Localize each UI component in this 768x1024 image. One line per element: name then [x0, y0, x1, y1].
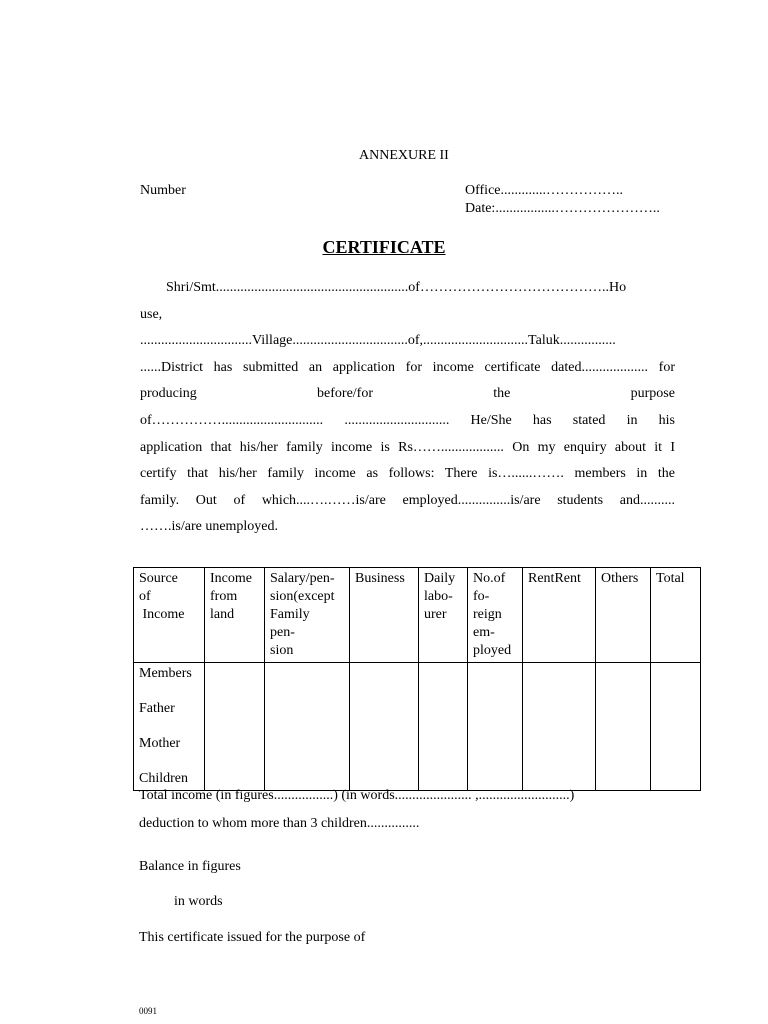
header-line: from	[210, 589, 238, 604]
header-line: pen-	[270, 625, 295, 640]
body-line-1: Shri/Smt.......................................................of…………………………………..Ho	[166, 280, 627, 295]
header-line: labo-	[424, 589, 453, 604]
header-line: sion(except	[270, 589, 335, 604]
body-line-2: use,	[140, 306, 163, 322]
member-children: Children	[139, 771, 188, 786]
header-business	[350, 568, 419, 663]
number-label: Number	[140, 183, 186, 198]
word-before-for: before/for	[317, 386, 373, 402]
header-line: em-	[473, 625, 495, 640]
body-line-4: ......District has submitted an application for income certificate dated................... for	[140, 359, 675, 375]
table-cell[interactable]	[468, 663, 523, 791]
table-cell[interactable]	[596, 663, 651, 791]
member-father: Father	[139, 701, 175, 716]
header-line: reign	[473, 607, 502, 622]
header-foreign-employed	[468, 568, 523, 663]
office-field: Office.............……………..	[465, 183, 623, 198]
header-source-of-income	[134, 568, 205, 663]
header-line: of	[139, 589, 151, 604]
table-cell[interactable]	[350, 663, 419, 791]
body-line-6: of……………............................. .............................. He/She has stated in his	[140, 412, 675, 428]
date-field: Date:.................…………………..	[465, 201, 660, 216]
table-cell[interactable]	[523, 663, 596, 791]
header-total	[651, 568, 701, 663]
header-line: Others	[601, 571, 639, 586]
word-the: the	[493, 386, 511, 402]
income-table	[133, 567, 701, 791]
header-daily-labourer	[419, 568, 468, 663]
table-header-row	[134, 568, 701, 663]
header-line: urer	[424, 607, 447, 622]
table-cell[interactable]	[651, 663, 701, 791]
member-label: Members	[139, 666, 192, 681]
balance-in-figures: Balance in figures	[139, 859, 241, 874]
table-cell[interactable]	[419, 663, 468, 791]
header-line: RentRent	[528, 571, 581, 586]
body-line-10: …….is/are unemployed.	[140, 519, 279, 535]
page-code: 0091	[139, 1006, 157, 1016]
header-line: land	[210, 607, 235, 622]
deduction-line: deduction to whom more than 3 children...............	[139, 816, 420, 831]
header-line: Business	[355, 571, 405, 586]
header-others	[596, 568, 651, 663]
header-line: Total	[656, 571, 685, 586]
header-rent	[523, 568, 596, 663]
body-line-8: certify that his/her family income as follows: There is…......……. members in the	[140, 466, 675, 482]
table-row	[134, 663, 701, 791]
certificate-body	[140, 275, 675, 541]
body-line-5	[140, 381, 675, 408]
header-line: ployed	[473, 643, 512, 658]
table-cell[interactable]	[205, 663, 265, 791]
annexure-heading: ANNEXURE II	[359, 148, 449, 163]
balance-in-words: in words	[174, 894, 223, 909]
purpose-line: This certificate issued for the purpose of	[139, 930, 366, 945]
header-line: Source	[139, 571, 178, 586]
header-line: Daily	[424, 571, 456, 586]
total-income-line: Total income (in figures.................) (in words...................... ,..........................)	[139, 788, 575, 803]
header-line: Salary/pen-	[270, 571, 335, 586]
table-cell[interactable]	[265, 663, 350, 791]
header-income-from-land	[205, 568, 265, 663]
header-line: Family	[270, 607, 310, 622]
member-mother: Mother	[139, 736, 181, 751]
members-cell	[134, 663, 205, 791]
header-salary-pension	[265, 568, 350, 663]
header-line: sion	[270, 643, 294, 658]
header-line: Income	[210, 571, 252, 586]
word-producing: producing	[140, 386, 197, 402]
word-purpose: purpose	[630, 386, 675, 402]
body-line-3: ................................Village.................................of,..............................Taluk................	[140, 333, 616, 349]
body-line-7: application that his/her family income is Rs…….................. On my enquiry about it I	[140, 439, 675, 455]
body-line-9: family. Out of which....….……is/are employed...............is/are students and..........	[140, 492, 675, 508]
header-line: fo-	[473, 589, 490, 604]
header-line: Income	[139, 607, 185, 622]
header-line: No.of	[473, 571, 506, 586]
certificate-title: CERTIFICATE	[322, 237, 446, 257]
